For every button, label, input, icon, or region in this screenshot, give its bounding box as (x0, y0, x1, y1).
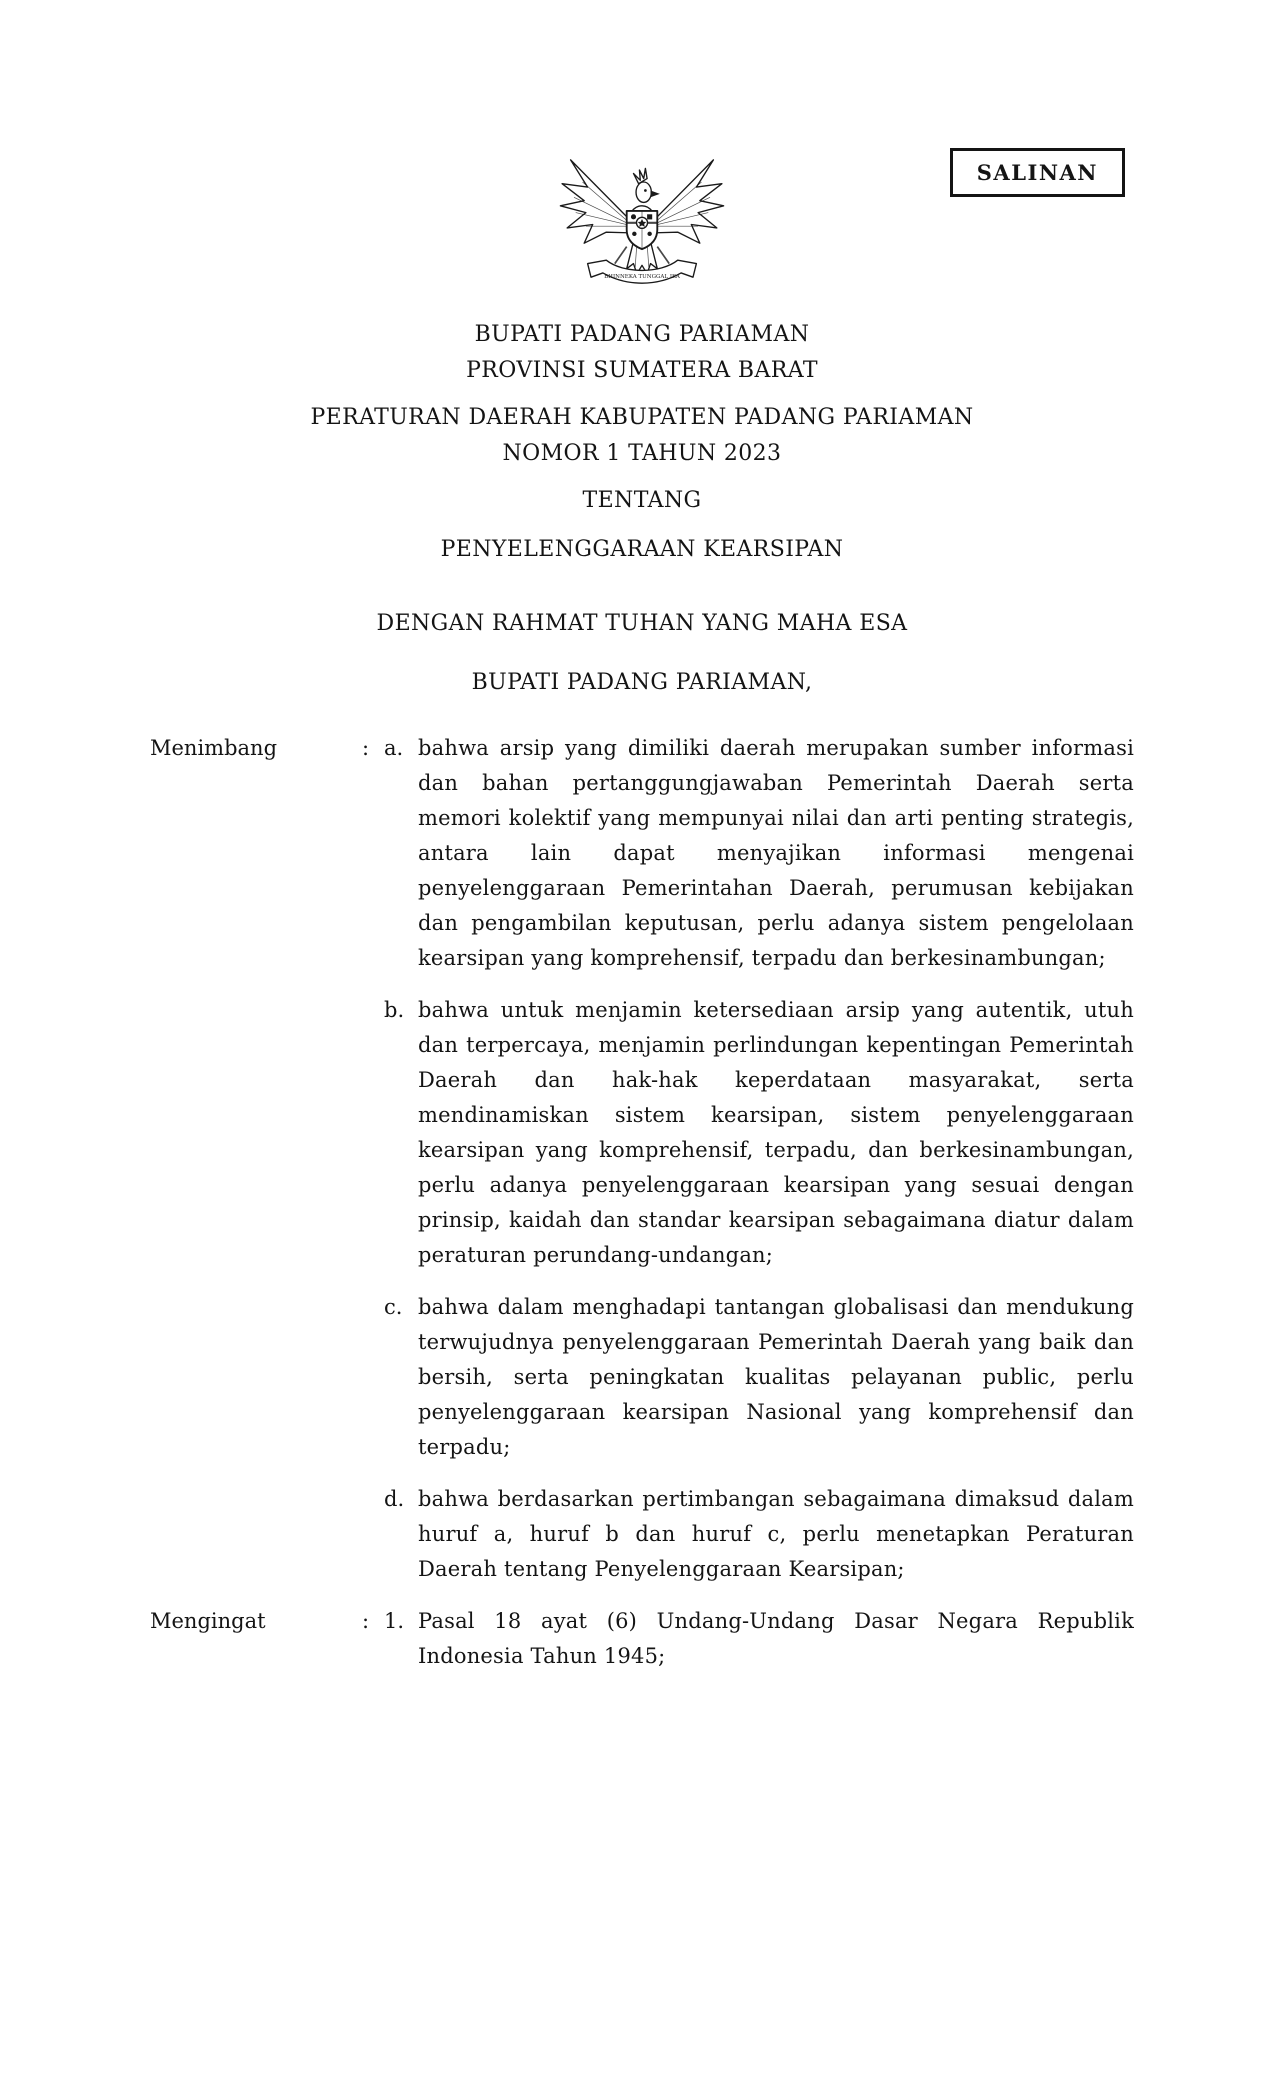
heading-regulation-title: PERATURAN DAERAH KABUPATEN PADANG PARIAMAN (310, 405, 974, 430)
motto-text: BHINNEKA TUNGGAL IKA (604, 274, 680, 281)
item-text: bahwa dalam menghadapi tantangan globalisasi dan mendukung terwujudnya penyelenggaraan Pemerintah Daerah yang baik dan bersih, serta peningkatan kualitas pelayanan public, perlu penyelenggaraan kearsipan Nasional yang komprehensif dan terpadu; (418, 1295, 1134, 1459)
heading-issuer: BUPATI PADANG PARIAMAN, (471, 670, 813, 695)
item-marker: d. (384, 1487, 405, 1511)
consideration-item-b (384, 993, 1134, 1273)
salinan-stamp (950, 148, 1125, 197)
heading-authority: BUPATI PADANG PARIAMAN (474, 322, 810, 347)
legal-basis-item-1 (384, 1604, 1134, 1674)
section-label: Menimbang (150, 736, 278, 760)
item-text: Pasal 18 ayat (6) Undang-Undang Dasar Negara Republik Indonesia Tahun 1945; (418, 1609, 1134, 1668)
item-marker: a. (384, 736, 404, 760)
section-colon: : (362, 736, 370, 760)
section-label: Mengingat (150, 1609, 266, 1633)
heading-regulation-number: NOMOR 1 TAHUN 2023 (502, 441, 782, 466)
consideration-item-d (384, 1482, 1134, 1587)
item-marker: c. (384, 1295, 403, 1319)
consideration-item-c (384, 1290, 1134, 1465)
garuda-right-wing (648, 160, 724, 243)
heading-province: PROVINSI SUMATERA BARAT (466, 358, 818, 383)
section-items (384, 731, 1134, 1587)
section-menimbang (150, 731, 1134, 1587)
garuda-pancasila-icon (557, 148, 727, 301)
item-marker: 1. (384, 1609, 405, 1633)
salinan-label: SALINAN (976, 160, 1098, 185)
item-text: bahwa berdasarkan pertimbangan sebagaimana dimaksud dalam huruf a, huruf b dan huruf c, perlu menetapkan Peraturan Daerah tentang Penyelenggaraan Kearsipan; (418, 1487, 1134, 1581)
garuda-head (634, 168, 660, 202)
section-colon: : (362, 1609, 370, 1633)
heading-subject: PENYELENGGARAAN KEARSIPAN (440, 537, 844, 562)
heading-invocation: DENGAN RAHMAT TUHAN YANG MAHA ESA (376, 611, 908, 636)
document-headings (150, 317, 1134, 701)
heading-tentang: TENTANG (582, 488, 702, 513)
item-text: bahwa untuk menjamin ketersediaan arsip yang autentik, utuh dan terpercaya, menjamin perlindungan kepentingan Pemerintah Daerah dan hak-hak keperdataan masyarakat, serta mendinamiskan sistem kearsipan, sistem penyelenggaraan kearsipan yang komprehensif, terpadu, dan berkesinambungan, perlu adanya penyelenggaraan kearsipan yang sesuai dengan prinsip, kaidah dan standar kearsipan sebagaimana diatur dalam peraturan perundang-undangan; (418, 998, 1134, 1267)
item-marker: b. (384, 998, 405, 1022)
consideration-item-a (384, 731, 1134, 976)
pancasila-shield (627, 211, 658, 249)
section-items (384, 1604, 1134, 1674)
clauses (150, 731, 1134, 1674)
item-text: bahwa arsip yang dimiliki daerah merupakan sumber informasi dan bahan pertanggungjawaban Pemerintah Daerah serta memori kolektif yang mempunyai nilai dan arti penting strategis, antara lain dapat menyajikan informasi mengenai penyelenggaraan Pemerintahan Daerah, perumusan kebijakan dan pengambilan keputusan, perlu adanya sistem pengelolaan kearsipan yang komprehensif, terpadu dan berkesinambungan; (418, 736, 1134, 970)
garuda-left-wing (560, 160, 636, 243)
section-mengingat (150, 1604, 1134, 1674)
